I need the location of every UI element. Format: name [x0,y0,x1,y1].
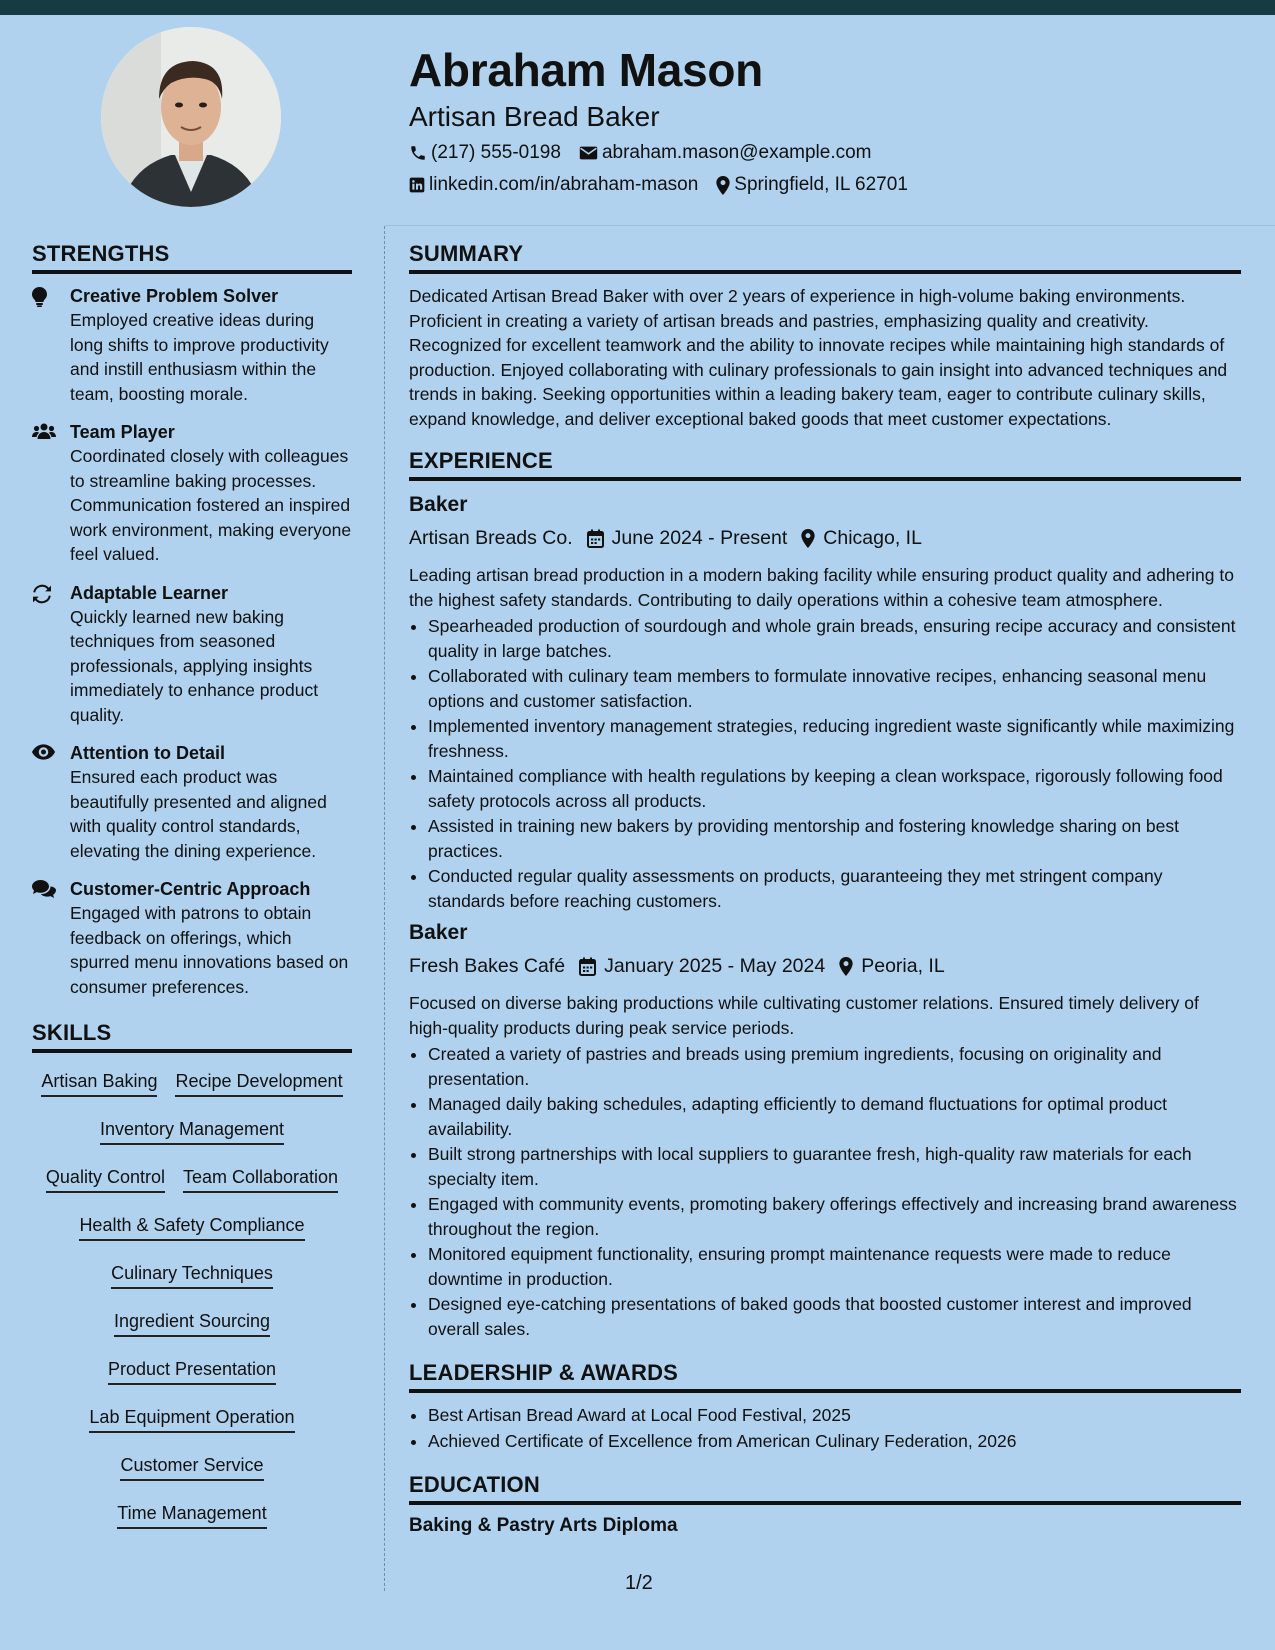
users-icon [32,423,56,440]
job-bullets [409,614,1241,913]
skill-tag: Artisan Baking [41,1069,157,1097]
contact-row-2 [409,172,1249,198]
education-heading: EDUCATION [409,1471,1241,1505]
strength-description: Employed creative ideas during long shifts to improve productivity and instill enthusiasm within the team, boosting morale. [70,310,329,404]
email-contact[interactable] [579,142,872,164]
column-divider [384,226,385,1591]
strength-item [32,284,352,406]
skill-tag: Product Presentation [108,1357,276,1385]
strength-title: Team Player [70,422,175,442]
linkedin-contact[interactable] [409,174,698,196]
profile-photo [101,27,281,207]
job-bullet: • Implemented inventory management strategies, reducing ingredient waste significantly while maximizing freshness. [428,714,1241,763]
skill-tag: Recipe Development [175,1069,342,1097]
calendar-icon [587,529,604,548]
strength-item [32,877,352,999]
calendar-icon [579,957,596,976]
award-item: • Best Artisan Bread Award at Local Food Festival, 2025 [428,1403,1241,1428]
eye-icon [32,744,55,760]
job-bullet: • Created a variety of pastries and breads using premium ingredients, focusing on originality and presentation. [428,1042,1241,1091]
comments-icon [32,880,56,898]
experience-heading: EXPERIENCE [409,447,1241,481]
header-divider [385,225,1275,226]
job-bullet: • Collaborated with culinary team members to formulate innovative recipes, enhancing seasonal menu options and customer satisfaction. [428,664,1241,713]
strength-title: Attention to Detail [70,743,225,763]
strength-item [32,581,352,728]
job-dates: January 2025 - May 2024 [604,954,826,977]
awards-heading: LEADERSHIP & AWARDS [409,1359,1241,1393]
job-bullet: • Assisted in training new bakers by providing mentorship and fostering knowledge sharing on best practices. [428,814,1241,863]
summary-text: Dedicated Artisan Bread Baker with over 2 years of experience in high-volume baking environments. Proficient in creating a variety of artisan breads and pastries, emphasizing quality and creativity. Recognized for excellent teamwork and the ability to innovate recipes while maintaining high standards of production. Enjoyed collaborating with culinary professionals to gain insight into advanced techniques and trends in baking. Seeking opportunities within a leading bakery team, eager to contribute culinary skills, expand knowledge, and deliver exceptional baked goods that meet customer expectations. [409,286,1228,429]
job-bullet: • Built strong partnerships with local suppliers to guarantee fresh, high-quality raw materials for each specialty item. [428,1142,1241,1191]
job-location: Peoria, IL [861,954,945,977]
job-bullet: • Designed eye-catching presentations of baked goods that boosted customer interest and improved overall sales. [428,1292,1241,1341]
resume-header [409,40,1249,198]
map-pin-icon [839,957,853,976]
strength-title: Creative Problem Solver [70,286,279,306]
page-number: 1/2 [625,1572,653,1594]
location-contact [716,174,908,196]
skill-tag: Ingredient Sourcing [114,1309,270,1337]
skills-heading: SKILLS [32,1019,352,1053]
phone-contact[interactable] [409,142,561,164]
job-meta [409,951,1241,981]
strength-description: Ensured each product was beautifully presented and aligned with quality control standards, elevating the dining experience. [70,767,327,861]
job-bullet: • Managed daily baking schedules, adapting efficiently to demand fluctuations for optimal product availability. [428,1092,1241,1141]
strength-item [32,420,352,567]
location-text: Springfield, IL 62701 [734,174,908,195]
phone-number: (217) 555-0198 [431,142,561,163]
sync-icon [32,584,52,604]
strength-description: Coordinated closely with colleagues to streamline baking processes. Communication fostered an inspired work environment, making everyone feel valued. [70,446,352,564]
job-dates: June 2024 - Present [611,526,788,549]
skill-tag: Lab Equipment Operation [89,1405,294,1433]
company-name: Artisan Breads Co. [409,526,573,549]
strength-title: Customer-Centric Approach [70,879,311,899]
strength-description: Engaged with patrons to obtain feedback on offerings, which spurred menu innovations based on consumer preferences. [70,903,349,997]
top-bar [0,0,1275,15]
education-degree: Baking & Pastry Arts Diploma [409,1515,678,1536]
job-bullets [409,1042,1241,1341]
skill-tag: Time Management [117,1501,266,1529]
left-column [32,240,352,1543]
email-address: abraham.mason@example.com [601,142,872,163]
company-name: Fresh Bakes Café [409,954,566,977]
map-pin-icon [716,176,730,195]
job-entry [409,919,1241,1341]
skill-tag: Team Collaboration [183,1165,338,1193]
candidate-name: Abraham Mason [409,44,763,96]
job-location: Chicago, IL [823,526,922,549]
envelope-icon [579,145,598,161]
job-bullet: • Spearheaded production of sourdough and whole grain breads, ensuring recipe accuracy and consistent quality in large batches. [428,614,1241,663]
map-pin-icon [801,529,815,548]
skill-tag: Inventory Management [100,1117,284,1145]
strengths-heading: STRENGTHS [32,240,352,274]
job-bullet: • Engaged with community events, promoting bakery offerings effectively and increasing brand awareness throughout the region. [428,1192,1241,1241]
lightbulb-icon [32,287,47,307]
award-item: • Achieved Certificate of Excellence from American Culinary Federation, 2026 [428,1429,1241,1454]
job-title: Baker [409,921,468,944]
job-description: Focused on diverse baking productions while cultivating customer relations. Ensured timely delivery of high-quality products during peak service periods. [409,993,1199,1038]
linkedin-url: linkedin.com/in/abraham-mason [429,174,699,195]
job-title: Baker [409,493,468,516]
job-bullet: • Monitored equipment functionality, ensuring prompt maintenance requests were made to reduce downtime in production. [428,1242,1241,1291]
skill-tag: Quality Control [46,1165,165,1193]
skill-tag: Health & Safety Compliance [79,1213,304,1241]
awards-list [409,1403,1241,1453]
skills-list [32,1063,352,1543]
strength-item [32,741,352,863]
job-entry [409,491,1241,913]
contact-row [409,140,1249,166]
right-column [409,240,1241,1537]
candidate-title: Artisan Bread Baker [409,101,660,132]
job-meta [409,523,1241,553]
phone-icon [409,144,427,162]
strength-title: Adaptable Learner [70,582,229,603]
strength-description: Quickly learned new baking techniques from seasoned professionals, applying insights immediately to enhance product quality. [70,606,319,725]
linkedin-icon [409,177,425,193]
job-description: Leading artisan bread production in a modern baking facility while ensuring product quality and adhering to the highest safety standards. Contributing to daily operations within a cohesive team atmosphere. [409,565,1234,610]
job-bullet: • Maintained compliance with health regulations by keeping a clean workspace, rigorously following food safety protocols across all products. [428,764,1241,813]
summary-heading: SUMMARY [409,240,1241,274]
job-bullet: • Conducted regular quality assessments on products, guaranteeing they met stringent company standards before reaching customers. [428,864,1241,913]
skill-tag: Culinary Techniques [111,1261,273,1289]
skill-tag: Customer Service [120,1453,263,1481]
